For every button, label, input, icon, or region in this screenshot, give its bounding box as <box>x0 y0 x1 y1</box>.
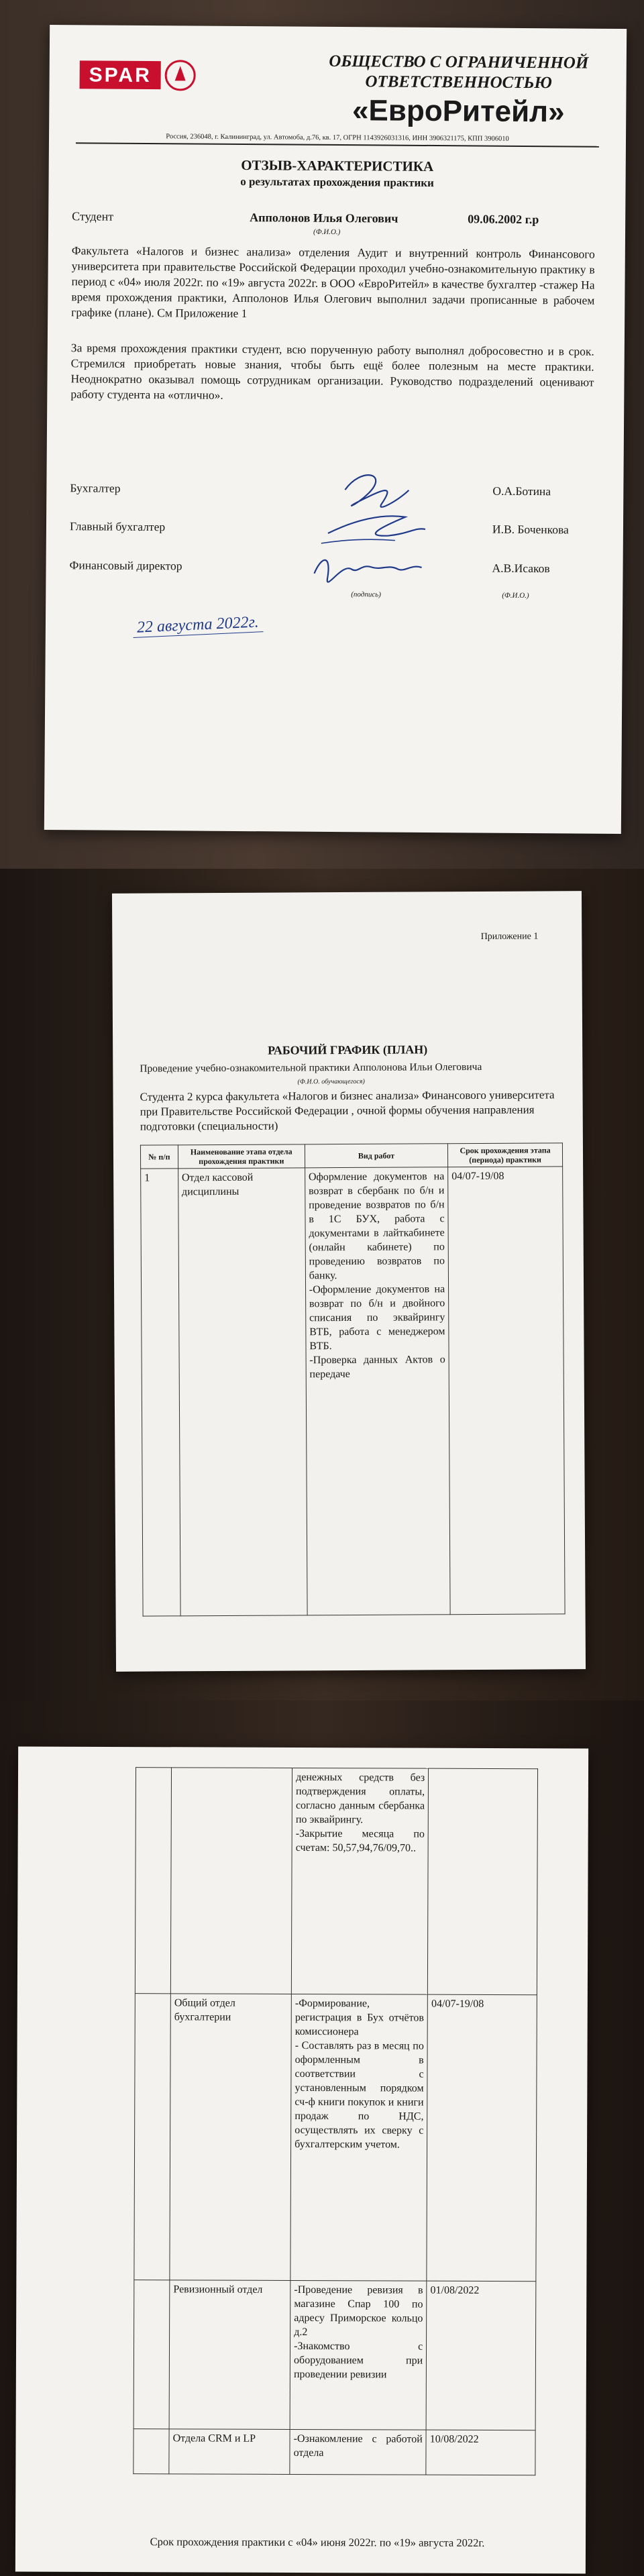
row-num <box>134 1994 171 2280</box>
row-stage <box>170 1768 292 1994</box>
row-date: 10/08/2022 <box>426 2430 535 2475</box>
row-date: 04/07-19/08 <box>448 1167 565 1615</box>
document-page-2 <box>112 891 586 1672</box>
row-num <box>133 2280 170 2429</box>
student-fio-caption: (Ф.И.О. обучающегося) <box>297 1077 365 1086</box>
header-divider <box>76 142 599 147</box>
signer-role-2: Главный бухгалтер <box>69 519 166 534</box>
company-name: «ЕвроРитейл» <box>352 94 565 129</box>
row-work: -Проведение ревизия в магазине Спар 100 по адресу Приморское кольцо д.2 -Знакомство с оборудованием при проведении ревизии <box>290 2280 427 2430</box>
fio-caption: (Ф.И.О.) <box>313 227 341 237</box>
row-work: -Ознакомление с работой отдела <box>290 2429 426 2475</box>
document-subtitle: о результатах прохождения практики <box>240 175 434 190</box>
schedule-title: РАБОЧИЙ ГРАФИК (ПЛАН) <box>268 1042 428 1057</box>
company-line-1: ОБЩЕСТВО С ОГРАНИЧЕННОЙ <box>329 52 589 72</box>
paragraph-internship-info: Факультета «Налогов и бизнес анализа» отделения Аудит и внутренний контроль Финансового университета при правительстве Российской Федерации проходил учебно-ознакомительную практику в период с «04» июля 2022г. по «19» августа 2022г. в ООО «ЕвроРитейл» в качестве бухгалтер -стажер На время прохождения практики, Апполонов Илья Олегович выполнил задачи прописанные в рабочем графике (плане). См Приложение 1 <box>71 244 595 321</box>
company-line-2: ОТВЕТСТВЕННОСТЬЮ <box>365 72 552 93</box>
row-num <box>135 1768 171 1994</box>
practice-period-footer: Срок прохождения практики с «04» июня 2022г. по «19» августа 2022г. <box>150 2535 485 2549</box>
header-date: Срок прохождения этапа (периода) практики <box>448 1143 563 1167</box>
table-row <box>133 2429 535 2475</box>
row-work: денежных средств без подтверждения оплаты, согласно данным сбербанка по эквайрингу. -Закрытие месяца по счетам: 50,57,94,76/09,70.. <box>291 1768 428 1994</box>
table-header-row <box>140 1143 562 1169</box>
student-label: Студент <box>72 209 114 223</box>
schedule-paragraph: Студента 2 курса факультета «Налогов и бизнес анализа» Финансового университета при Правительстве Российской Федерации , очной формы обучения направления подготовки (специальности) <box>140 1088 555 1133</box>
row-num: 1 <box>141 1169 180 1616</box>
row-work: Оформление документов на возврат в сбербанк по б/н и проведение возвратов по б/н в 1С БУХ, работа с документами в лайткабинете (онлайн кабинете) по проведению возвратов по банку. -Оформление документов на возврат по б/н и двойного списания по эквайрингу ВТБ, работа с менеджером ВТБ. -Проверка данных Актов о передаче <box>305 1167 450 1615</box>
handwritten-date: 22 августа 2022г. <box>132 613 263 638</box>
row-stage: Отдела CRM и LP <box>169 2429 290 2475</box>
spar-tree-icon <box>165 60 196 91</box>
paragraph-evaluation: За время прохождения практики студент, всю порученную работу выполнял добросовестно и в срок. Стремился приобретать новые знания, чтобы быть ещё более полезным на месте практики. Неоднократно оказывал помощь сотрудникам организации. Руководство подразделений оценивают работу студента на «отлично». <box>70 341 594 402</box>
table-row <box>141 1167 565 1616</box>
table-row <box>134 1994 537 2282</box>
header-stage: Наименование этапа отдела прохождения практики <box>178 1144 305 1169</box>
signer-name-2: И.В. Боченкова <box>492 522 569 537</box>
schedule-table-continued <box>133 1767 538 2475</box>
signer-role-3: Финансовый директор <box>69 558 182 573</box>
signature-caption: (подпись) <box>351 590 381 599</box>
row-date: 04/07-19/08 <box>427 1994 537 2282</box>
handwritten-signatures <box>280 462 456 611</box>
row-stage: Общий отдел бухгалтерии <box>170 1994 292 2281</box>
schedule-intro: Проведение учебно-ознакомительной практики Апполонова Ильи Олеговича <box>140 1061 482 1075</box>
student-name: Апполонов Илья Олегович <box>250 211 398 225</box>
document-page-3 <box>15 1747 588 2574</box>
row-stage: Отдел кассовой дисциплины <box>178 1168 307 1616</box>
schedule-table <box>140 1142 566 1616</box>
row-work: -Формирование, регистрация в Бух отчётов комиссионера - Составлять раз в месяц по оформленным в соответствии с установленным порядком сч-ф книги покупок и книги продаж по НДС, осуществлять их сверку с бухгалтерским учетом. <box>290 1994 428 2281</box>
table-row <box>133 2280 536 2430</box>
student-birthdate: 09.06.2002 г.р <box>468 212 539 227</box>
row-stage: Ревизионный отдел <box>169 2280 290 2430</box>
company-address: Россия, 236048, г. Калининград, ул. Автомоба, д.76, кв. 17, ОГРН 1143926031316, ИНН 3906321175, КПП 3906010 <box>166 133 509 143</box>
spar-logo <box>80 58 264 92</box>
signer-role-1: Бухгалтер <box>70 481 121 495</box>
row-num <box>133 2429 169 2474</box>
spar-logo-text: SPAR <box>80 60 161 89</box>
appendix-label: Приложение 1 <box>480 931 539 942</box>
header-work: Вид работ <box>305 1144 447 1168</box>
row-date: 01/08/2022 <box>426 2281 536 2430</box>
row-date <box>428 1768 538 1995</box>
header-num: № п/п <box>140 1145 178 1169</box>
table-row <box>135 1768 537 1995</box>
fio-caption-2: (Ф.И.О.) <box>502 591 529 600</box>
document-page-1 <box>44 25 627 834</box>
document-title: ОТЗЫВ-ХАРАКТЕРИСТИКА <box>241 157 434 175</box>
signer-name-1: О.А.Ботина <box>492 484 551 498</box>
signer-name-3: А.В.Исаков <box>492 561 550 576</box>
